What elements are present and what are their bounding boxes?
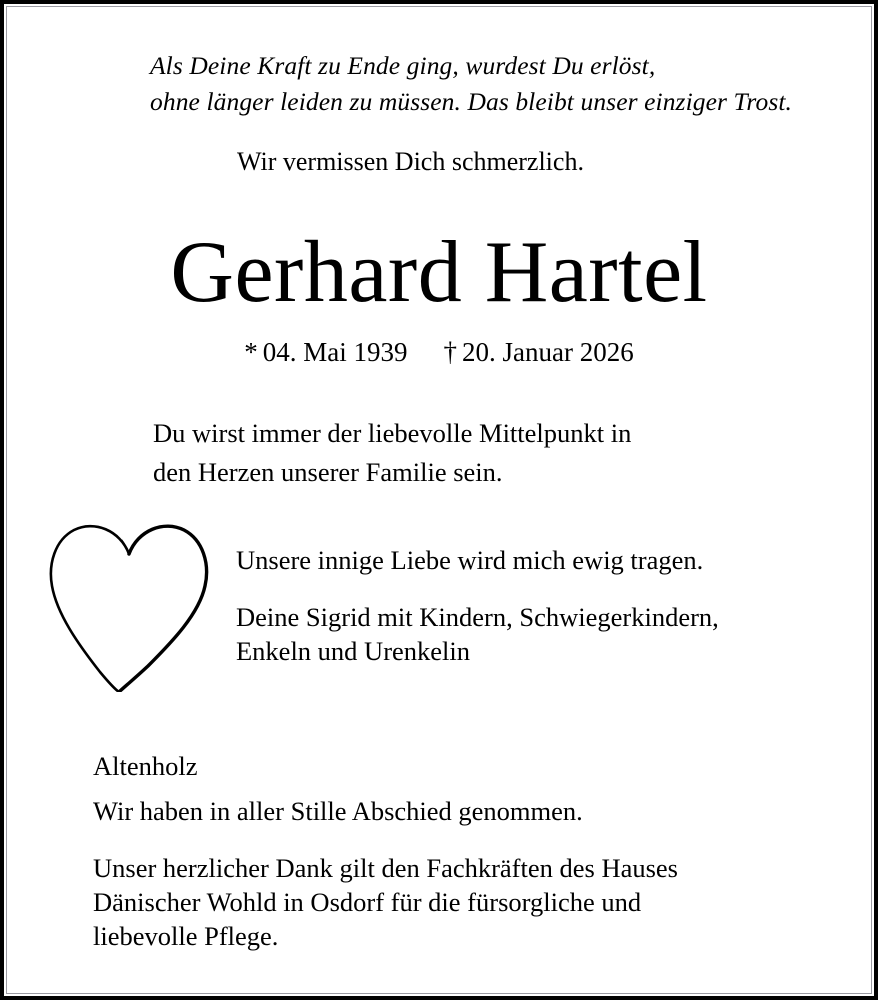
family-block xyxy=(236,543,719,668)
thanks-line-1: Unser herzlicher Dank gilt den Fachkräften des Hauses xyxy=(93,853,678,883)
heart-icon xyxy=(48,520,210,692)
birth-date-value: 04. Mai 1939 xyxy=(262,337,408,367)
verse-line-2: ohne länger leiden zu müssen. Das bleibt unser einziger Trost. xyxy=(150,87,793,116)
deceased-name: Gerhard Hartel xyxy=(170,224,708,321)
death-dagger-icon: † xyxy=(443,337,458,367)
family-line-2: Deine Sigrid mit Kindern, Schwiegerkindern, xyxy=(236,602,719,632)
footer-block xyxy=(93,749,678,953)
birth-date-group xyxy=(244,337,407,367)
life-dates xyxy=(4,335,874,369)
location-text: Altenholz xyxy=(93,751,198,781)
family-line-3: Enkeln und Urenkelin xyxy=(236,636,471,666)
center-paragraph-line-2: den Herzen unserer Familie sein. xyxy=(153,457,503,487)
center-paragraph xyxy=(153,414,631,492)
verse-line-1: Als Deine Kraft zu Ende ging, wurdest Du erlöst, xyxy=(150,51,656,80)
farewell-text: Wir haben in aller Stille Abschied genommen. xyxy=(93,796,583,826)
center-paragraph-line-1: Du wirst immer der liebevolle Mittelpunkt in xyxy=(153,418,632,448)
missing-line: Wir vermissen Dich schmerzlich. xyxy=(237,147,584,176)
thanks-line-3: liebevolle Pflege. xyxy=(93,921,279,951)
death-date-value: 20. Januar 2026 xyxy=(462,337,634,367)
notice-content xyxy=(4,4,874,996)
death-date-group xyxy=(444,337,634,367)
verse-block xyxy=(150,48,792,120)
family-line-1: Unsere innige Liebe wird mich ewig tragen. xyxy=(236,545,704,575)
birth-star-icon: * xyxy=(244,337,258,367)
thanks-line-2: Dänischer Wohld in Osdorf für die fürsorgliche und xyxy=(93,887,642,917)
heart-outline-icon xyxy=(48,520,210,692)
